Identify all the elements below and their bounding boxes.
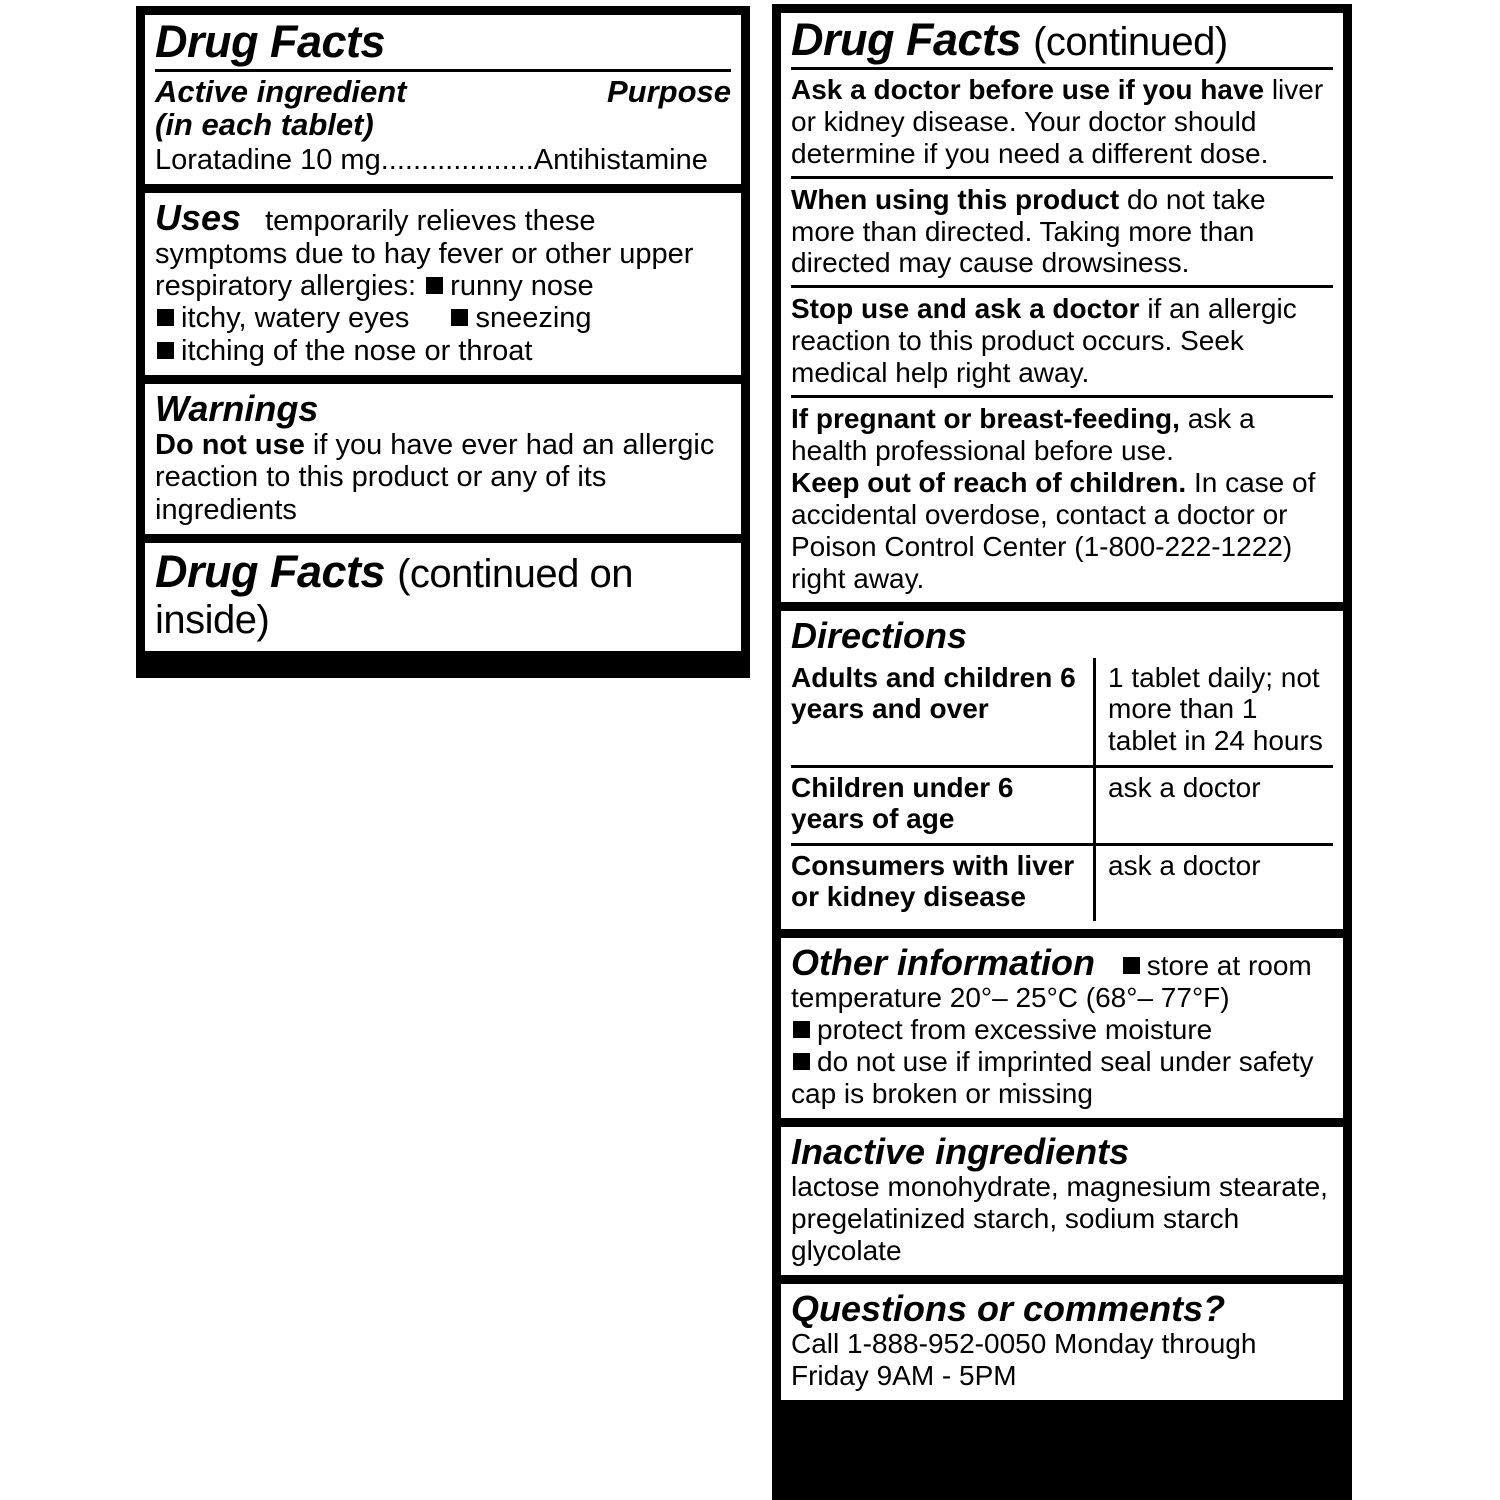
- warning-item-3: If pregnant or breast-feeding, ask a health professional before use.: [791, 403, 1255, 466]
- directions-dose-1: ask a doctor: [1095, 766, 1333, 844]
- directions-block: [781, 611, 1343, 929]
- uses-block: [145, 193, 741, 375]
- warnings-block: [145, 384, 741, 534]
- do-not-use-text: Do not use if you have ever had an allergic reaction to this product or any of its ingredients: [155, 428, 715, 526]
- footer-title: Drug Facts: [155, 545, 386, 597]
- active-ingredient-line: Loratadine 10 mg...................Antihistamine: [155, 143, 708, 176]
- active-ingredient-heading: Active ingredient (in each tablet): [155, 73, 407, 142]
- footer-continued: (continued on inside): [155, 551, 633, 642]
- inactive-ingredients-text: lactose monohydrate, magnesium stearate, pregelatinized starch, sodium starch glycolate: [791, 1170, 1328, 1266]
- uses-heading: Uses: [155, 197, 242, 239]
- drug-facts-continued-footer: [145, 543, 741, 651]
- other-information-block: [781, 938, 1343, 1118]
- title-rule: [155, 69, 731, 72]
- warning-item-0: Ask a doctor before use if you have liver or kidney disease. Your doctor should determine if you need a different dose.: [791, 73, 1324, 169]
- directions-heading: Directions: [791, 615, 968, 657]
- table-row: [791, 766, 1333, 844]
- warning-divider: [791, 176, 1333, 179]
- other-info-bullet-1: protect from excessive moisture: [817, 1014, 1213, 1046]
- right-page-title: Drug Facts (continued): [791, 14, 1228, 65]
- page-title: Drug Facts: [155, 16, 386, 67]
- table-row: [791, 844, 1333, 921]
- other-information-heading: Other information: [791, 942, 1095, 984]
- warning-item-4: Keep out of reach of children. In case of accidental overdose, contact a doctor or Poison Control Center (1-800-222-1222) right away.: [791, 466, 1316, 594]
- questions-text: Call 1-888-952-0050 Monday through Friday 9AM - 5PM: [791, 1327, 1257, 1391]
- warning-item-1: When using this product do not take more than directed. Taking more than directed may cause drowsiness.: [791, 183, 1266, 279]
- drug-facts-left-panel: [136, 6, 750, 678]
- do-not-use-label: Do not use: [155, 428, 305, 461]
- bullet-square-icon: [451, 309, 468, 326]
- uses-bullet-3: itching of the nose or throat: [181, 334, 533, 367]
- uses-text: Uses temporarily relieves these symptoms due to hay fever or other upper respiratory allergies: runny nose: [155, 197, 694, 303]
- other-info-bullet-2: do not use if imprinted seal under safety cap is broken or missing: [791, 1045, 1314, 1109]
- directions-dose-2: ask a doctor: [1108, 849, 1261, 881]
- bullet-square-icon: [793, 1053, 810, 1070]
- directions-dose-0: 1 tablet daily; not more than 1 tablet in 24 hours: [1095, 658, 1333, 766]
- right-title-rule: [791, 67, 1333, 70]
- inactive-ingredients-block: [781, 1127, 1343, 1275]
- bullet-square-icon: [793, 1021, 810, 1038]
- active-ingredient-block: [145, 15, 741, 184]
- uses-bullets-line3: [155, 335, 731, 367]
- warning-divider: [791, 285, 1333, 288]
- bullet-square-icon: [1123, 957, 1140, 974]
- uses-bullet-0: runny nose: [450, 270, 594, 303]
- warning-divider: [791, 395, 1333, 398]
- other-info-bullet-0: store at room temperature 20°– 25°C (68°– 77°F): [791, 950, 1312, 1014]
- directions-who-2: Consumers with liver or kidney disease: [791, 844, 1095, 921]
- bullet-square-icon: [157, 342, 174, 359]
- questions-block: [781, 1284, 1343, 1400]
- bullet-square-icon: [426, 277, 443, 294]
- uses-bullet-1: itchy, watery eyes: [181, 302, 410, 335]
- warnings-heading: Warnings: [155, 388, 319, 430]
- table-row: [791, 658, 1333, 766]
- warnings-continued-block: [781, 13, 1343, 602]
- directions-who-0: Adults and children 6 years and over: [791, 658, 1095, 766]
- directions-table: [791, 658, 1333, 921]
- bullet-square-icon: [157, 309, 174, 326]
- drug-facts-right-panel: [772, 4, 1352, 1500]
- purpose-label: Purpose: [606, 73, 731, 109]
- directions-who-1: Children under 6 years of age: [791, 766, 1095, 844]
- questions-heading: Questions or comments?: [791, 1287, 1226, 1329]
- uses-bullets-line2: [155, 302, 731, 334]
- uses-bullet-2: sneezing: [475, 302, 592, 335]
- warning-item-2: Stop use and ask a doctor if an allergic reaction to this product occurs. Seek medical help right away.: [791, 293, 1297, 389]
- inactive-ingredients-heading: Inactive ingredients: [791, 1130, 1130, 1172]
